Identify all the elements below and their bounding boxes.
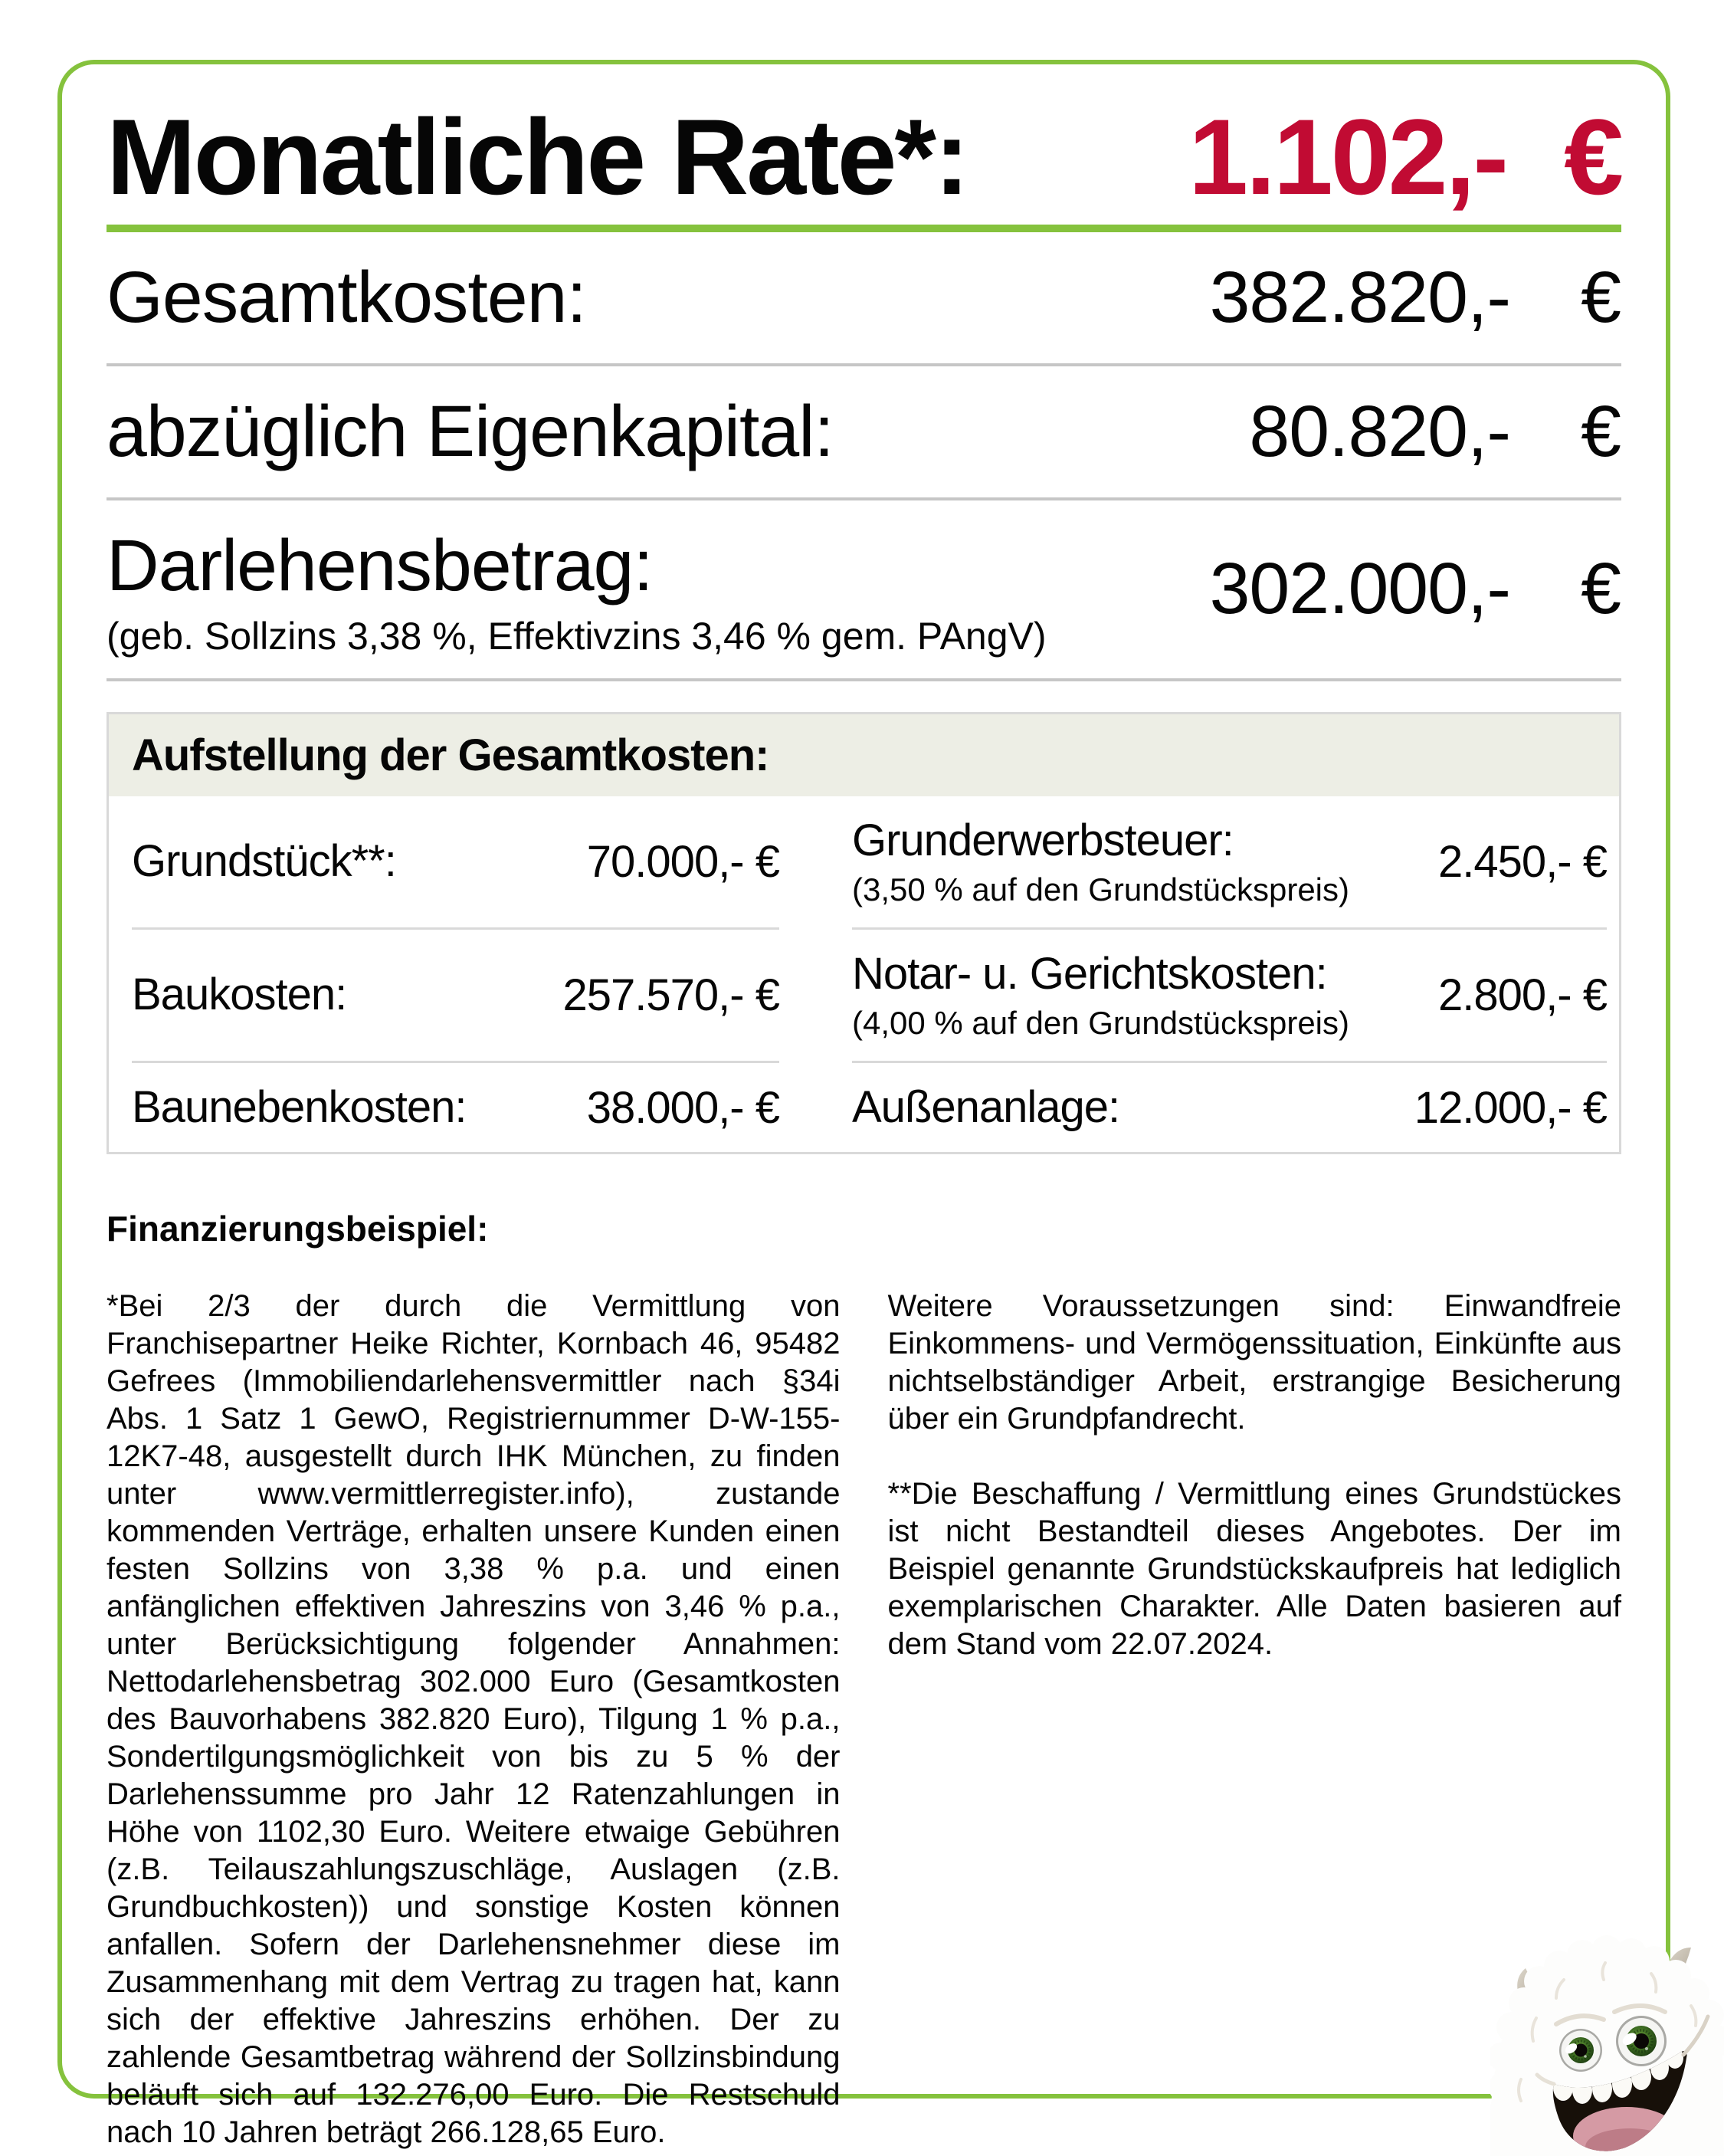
monthly-rate-header — [107, 95, 1621, 218]
cost-cell-construction: Baukosten: 257.570,- € — [132, 930, 779, 1063]
cost-cell-plot: Grundstück**: 70.000,- € — [132, 796, 779, 930]
euro-sign: € — [1581, 548, 1621, 630]
fineprint-columns — [107, 1288, 1621, 2151]
summary-value: 302.000,- — [1209, 548, 1510, 630]
summary-label: abzüglich Eigenkapital: — [107, 390, 834, 472]
eye-right — [1616, 2016, 1667, 2066]
summary-row-total-costs — [107, 232, 1621, 366]
euro-sign: € — [1581, 256, 1621, 338]
euro-sign: € — [1581, 390, 1621, 472]
cost-cell-notary: Notar- u. Gerichtskosten: (4,00 % auf den Grundstückspreis) 2.800,- € — [852, 930, 1607, 1063]
summary-row-equity — [107, 366, 1621, 500]
fineprint-paragraph: Weitere Voraussetzungen sind: Einwandfreie Einkommens- und Vermögenssituation, Einkünfte aus nichtselbständiger Arbeit, erstrangige Besicherung über ein Grundpfandrecht. — [887, 1289, 1621, 1436]
summary-label: Darlehensbetrag: (geb. Sollzins 3,38 %, Effektivzins 3,46 % gem. PAngV) — [107, 520, 1210, 659]
header-divider-rule — [107, 225, 1621, 232]
cost-breakdown-table — [107, 712, 1621, 1154]
eye-left — [1559, 2029, 1602, 2072]
financing-card — [57, 60, 1670, 2150]
summary-value: 382.820,- — [1209, 256, 1510, 338]
summary-value: 80.820,- — [1249, 390, 1510, 472]
monthly-rate-value: 1.102,- — [1188, 97, 1506, 217]
yeti-mascot-image — [1490, 1926, 1724, 2156]
monthly-rate-currency: € — [1564, 97, 1621, 217]
cost-cell-transfer-tax: Grunderwerbsteuer: (3,50 % auf den Grundstückspreis) 2.450,- € — [852, 796, 1607, 930]
summary-row-loan-amount — [107, 500, 1621, 682]
summary-label: Gesamtkosten: — [107, 257, 586, 338]
fineprint-left-column — [107, 1288, 841, 2151]
cost-cell-ancillary: Baunebenkosten: 38.000,- € — [132, 1081, 779, 1133]
fineprint-paragraph: **Die Beschaffung / Vermittlung eines Grundstückes ist nicht Bestandteil dieses Angebotes. Der im Beispiel genannte Grundstückskaufpreis hat lediglich exemplarischen Charakter. Alle Daten basieren auf dem Stand vom 22.07.2024. — [887, 1477, 1621, 1662]
monthly-rate-label: Monatliche Rate*: — [107, 97, 968, 217]
fineprint-paragraph: *Bei 2/3 der durch die Vermittlung von Franchisepartner Heike Richter, Kornbach 46, 95482 Gefrees (Immobiliendarlehensvermittler nach §34i Abs. 1 Satz 1 GewO, Registriernummer D-W-155-12K7-48, ausgestellt durch IHK München, zu finden unter www.vermittlerregister.info), zustande kommenden Verträge, erhalten unsere Kunden einen festen Sollzins von 3,38 % p.a. und einen anfänglichen effektiven Jahreszins von 3,46 % p.a., unter Berücksichtigung folgender Annahmen: Nettodarlehensbetrag 302.000 Euro (Gesamtkosten des Bauvorhabens 382.820 Euro), Tilgung 1 % p.a., Sondertilgungsmöglichkeit von bis zu 5 % der Darlehenssumme pro Jahr 12 Ratenzahlungen in Höhe von 1102,30 Euro. Weitere etwaige Gebühren (z.B. Teilauszahlungszuschläge, Auslagen (z.B. Grundbuchkosten)) und sonstige Kosten können anfallen. Sofern der Darlehensnehmer diese im Zusammenhang mit dem Vertrag zu tragen hat, kann sich der effektive Jahreszins erhöhen. Der zu zahlende Gesamtbetrag während der Sollzinsbindung beläuft sich auf 132.276,00 Euro. Die Restschuld nach 10 Jahren beträgt 266.128,65 Euro. — [107, 1289, 841, 2150]
summary-sublabel: (geb. Sollzins 3,38 %, Effektivzins 3,46 % gem. PAngV) — [107, 615, 1047, 658]
cost-breakdown-grid — [109, 796, 1619, 1152]
summary-rows — [107, 232, 1621, 681]
cost-breakdown-title: Aufstellung der Gesamtkosten: — [109, 714, 1619, 796]
cost-cell-outdoor: Außenanlage: 12.000,- € — [852, 1081, 1607, 1133]
fineprint-title: Finanzierungsbeispiel: — [107, 1209, 489, 1249]
